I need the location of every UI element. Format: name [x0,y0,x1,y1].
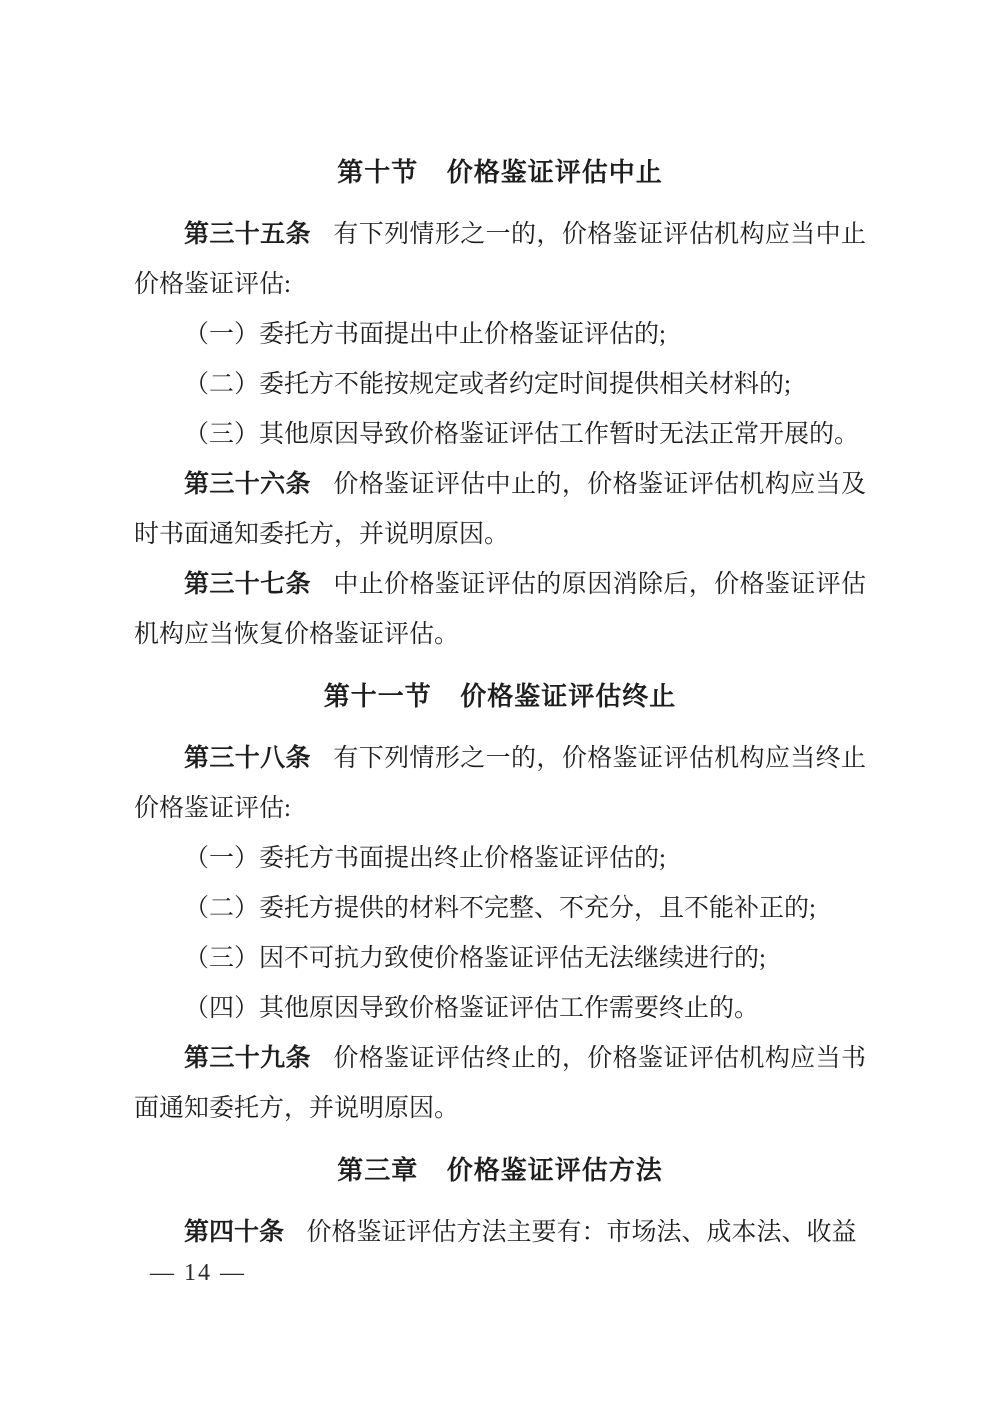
list-item-paragraph [134,310,866,360]
article-text: 有下列情形之一的，价格鉴证评估机构应当中止价格鉴证评估: [134,221,866,298]
article-number: 第四十条 [184,1219,285,1246]
heading-title: 价格鉴证评估中止 [446,158,663,187]
article-number: 第三十七条 [184,571,311,598]
article-paragraph [134,210,866,310]
article-paragraph [134,1034,866,1134]
article-number: 第三十六条 [184,471,311,498]
article-paragraph [134,560,866,660]
list-item-paragraph [134,934,866,984]
article-text: 价格鉴证评估中止的，价格鉴证评估机构应当及时书面通知委托方，并说明原因。 [134,471,866,548]
list-item-paragraph [134,410,866,460]
item-text: （二）委托方提供的材料不完整、不充分，且不能补正的; [184,895,816,922]
article-number: 第三十五条 [184,221,311,248]
article-paragraph [134,734,866,834]
heading-number: 第三章 [337,1156,419,1185]
heading-title: 价格鉴证评估方法 [446,1156,663,1185]
item-text: （三）其他原因导致价格鉴证评估工作暂时无法正常开展的。 [184,421,860,448]
heading-number: 第十一节 [323,682,432,711]
item-text: （二）委托方不能按规定或者约定时间提供相关材料的; [184,371,791,398]
article-text: 有下列情形之一的，价格鉴证评估机构应当终止价格鉴证评估: [134,745,866,822]
item-text: （一）委托方书面提出中止价格鉴证评估的; [184,321,666,348]
article-number: 第三十九条 [184,1045,311,1072]
article-text: 价格鉴证评估终止的，价格鉴证评估机构应当书面通知委托方，并说明原因。 [134,1045,866,1122]
section-heading [134,672,866,722]
article-paragraph [134,460,866,560]
list-item-paragraph [134,884,866,934]
heading-number: 第十节 [337,158,419,187]
heading-title: 价格鉴证评估终止 [460,682,677,711]
article-text: 价格鉴证评估方法主要有：市场法、成本法、收益 [306,1219,857,1246]
item-text: （四）其他原因导致价格鉴证评估工作需要终止的。 [184,995,760,1022]
page-number: — 14 — [150,1260,246,1286]
article-text: 中止价格鉴证评估的原因消除后，价格鉴证评估机构应当恢复价格鉴证评估。 [134,571,866,648]
item-text: （一）委托方书面提出终止价格鉴证评估的; [184,845,666,872]
item-text: （三）因不可抗力致使价格鉴证评估无法继续进行的; [184,945,766,972]
list-item-paragraph [134,984,866,1034]
section-heading [134,148,866,198]
chapter-heading [134,1146,866,1196]
list-item-paragraph [134,834,866,884]
article-number: 第三十八条 [184,745,311,772]
article-paragraph [134,1208,866,1258]
list-item-paragraph [134,360,866,410]
